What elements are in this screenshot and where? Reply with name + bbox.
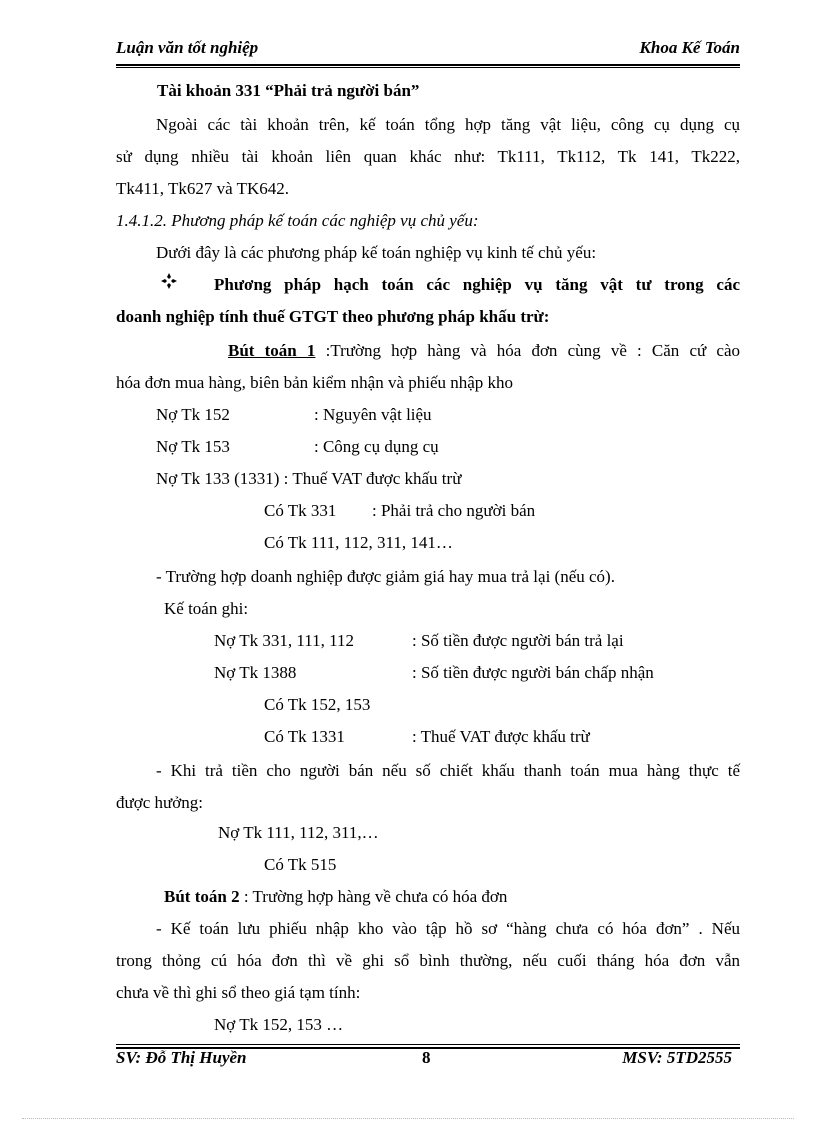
debit-account: Nợ Tk 153 (156, 437, 230, 456)
entry-1-title: Bút toán 1 (228, 341, 316, 360)
header-right: Khoa Kế Toán (639, 38, 740, 57)
credit-desc: : Thuế VAT được khấu trừ (412, 727, 590, 746)
credit-account: Có Tk 1331 (264, 727, 345, 746)
entry-2-desc: : Trường hợp hàng về chưa có hóa đơn (239, 887, 508, 906)
entry-1-desc: :Trường hợp hàng và hóa đơn cùng về : Căn cứ cào (315, 341, 740, 360)
debit-account: Nợ Tk 331, 111, 112 (214, 631, 354, 650)
para-line: - Kế toán lưu phiếu nhập kho vào tập hồ sơ “hàng chưa có hóa đơn” . Nếu (156, 919, 740, 938)
entry-2-title: Bút toán 2 (164, 887, 240, 906)
debit-account: Nợ Tk 152 (156, 405, 230, 424)
debit-line: Nợ Tk 133 (1331) : Thuế VAT được khấu trừ (156, 469, 462, 488)
credit-desc: : Phải trả cho người bán (372, 501, 536, 520)
footer-student: SV: Đỗ Thị Huyền (116, 1048, 247, 1067)
para-line: Ngoài các tài khoản trên, kế toán tổng hợp tăng vật liệu, công cụ dụng cụ (156, 115, 740, 134)
method-heading: Phương pháp hạch toán các nghiệp vụ tăng vật tư trong các (214, 275, 740, 294)
footer-rule-thin (116, 1044, 740, 1045)
section-heading: 1.4.1.2. Phương pháp kế toán các nghiệp vụ chủ yếu: (116, 211, 479, 230)
method-heading-cont: doanh nghiệp tính thuế GTGT theo phương pháp khấu trừ: (116, 307, 550, 326)
header-rule-thin (116, 67, 740, 68)
footer-student-id: MSV: 5TD2555 (622, 1048, 732, 1067)
debit-line: Nợ Tk 111, 112, 311,… (218, 823, 379, 842)
debit-desc: : Nguyên vật liệu (314, 405, 432, 424)
page-number: 8 (422, 1048, 431, 1067)
credit-account: Có Tk 331 (264, 501, 337, 520)
header-rule (116, 64, 740, 66)
para-line: sử dụng nhiều tài khoản liên quan khác như: Tk111, Tk112, Tk 141, Tk222, (116, 147, 740, 166)
debit-desc: : Công cụ dụng cụ (314, 437, 439, 456)
para-line: chưa về thì ghi sổ theo giá tạm tính: (116, 983, 361, 1002)
header-left: Luận văn tốt nghiệp (116, 38, 259, 57)
page-footer (116, 1048, 740, 1072)
para-line: Kế toán ghi: (164, 599, 249, 618)
entry-2-line (164, 886, 507, 908)
debit-desc: : Số tiền được người bán trả lại (412, 631, 624, 650)
entry-1-line (228, 340, 740, 362)
account-331-heading: Tài khoản 331 “Phải trả người bán” (157, 81, 420, 100)
credit-line: Có Tk 515 (264, 855, 337, 874)
para-line: - Trường hợp doanh nghiệp được giảm giá hay mua trả lại (nếu có). (156, 567, 615, 586)
para-line: - Khi trả tiền cho người bán nếu số chiết khấu thanh toán mua hàng thực tế (156, 761, 740, 780)
page-header (116, 38, 740, 62)
page-break-divider (22, 1118, 794, 1119)
para-line: hóa đơn mua hàng, biên bản kiểm nhận và phiếu nhập kho (116, 373, 514, 392)
para-line: Dưới đây là các phương pháp kế toán nghiệp vụ kinh tế chủ yếu: (156, 243, 597, 262)
para-line: trong thỏng cú hóa đơn thì về ghi sổ bình thường, nếu cuối tháng hóa đơn vẫn (116, 951, 740, 970)
diamond-bullet-icon (160, 272, 178, 290)
debit-desc: : Số tiền được người bán chấp nhận (412, 663, 654, 682)
debit-account: Nợ Tk 1388 (214, 663, 297, 682)
para-line: được hưởng: (116, 793, 203, 812)
credit-line: Có Tk 111, 112, 311, 141… (264, 533, 453, 552)
debit-line: Nợ Tk 152, 153 … (214, 1015, 344, 1034)
para-line: Tk411, Tk627 và TK642. (116, 179, 289, 198)
credit-line: Có Tk 152, 153 (264, 695, 371, 714)
